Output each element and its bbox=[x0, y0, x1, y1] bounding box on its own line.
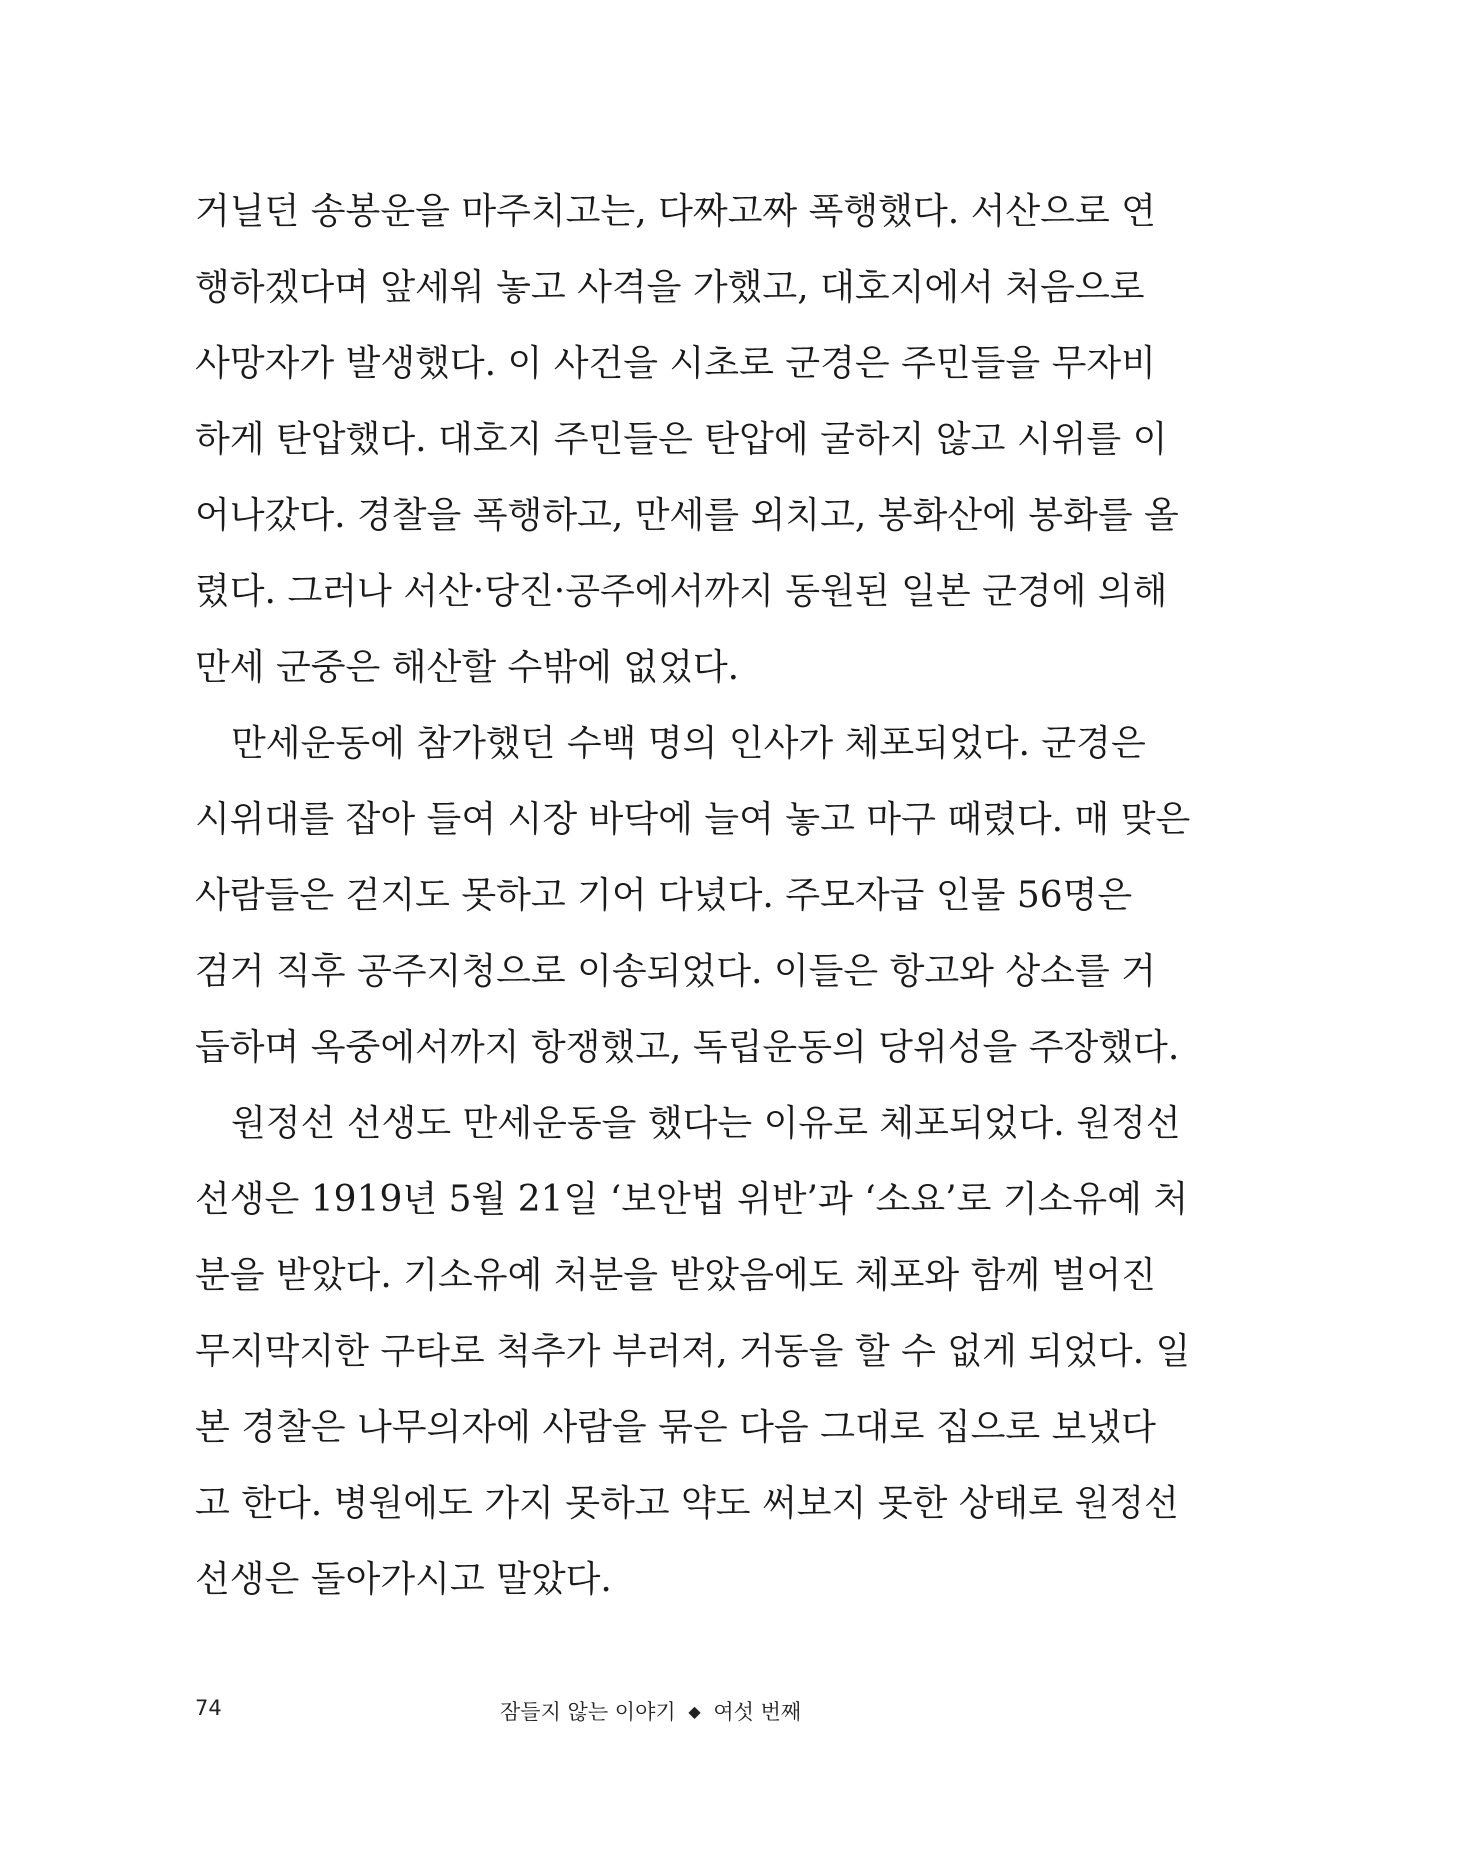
text-line: 선생은 1919년 5월 21일 ‘보안법 위반’과 ‘소요’로 기소유예 처 bbox=[195, 1179, 1189, 1220]
body-text bbox=[195, 182, 1191, 1626]
text-line: 무지막지한 구타로 척추가 부러져, 거동을 할 수 없게 되었다. 일 bbox=[195, 1331, 1191, 1372]
text-line: 어나갔다. 경찰을 폭행하고, 만세를 외치고, 봉화산에 봉화를 올 bbox=[195, 495, 1179, 536]
text-line: 선생은 돌아가시고 말았다. bbox=[195, 1559, 612, 1600]
text-line: 본 경찰은 나무의자에 사람을 묶은 다음 그대로 집으로 보냈다 bbox=[195, 1407, 1156, 1448]
page-number: 74 bbox=[195, 1696, 222, 1720]
text-line: 분을 받았다. 기소유예 처분을 받았음에도 체포와 함께 벌어진 bbox=[195, 1255, 1156, 1296]
text-line: 검거 직후 공주지청으로 이송되었다. 이들은 항고와 상소를 거 bbox=[195, 951, 1156, 992]
text-line: 만세운동에 참가했던 수백 명의 인사가 체포되었다. 군경은 bbox=[231, 723, 1146, 764]
running-title bbox=[500, 1696, 801, 1726]
page-footer bbox=[0, 1696, 1457, 1736]
chapter-label: 여섯 번째 bbox=[713, 1700, 802, 1724]
text-line: 렸다. 그러나 서산·당진·공주에서까지 동원된 일본 군경에 의해 bbox=[195, 571, 1168, 612]
text-line: 시위대를 잡아 들여 시장 바닥에 늘여 놓고 마구 때렸다. 매 맞은 bbox=[195, 799, 1191, 840]
text-line: 거닐던 송봉운을 마주치고는, 다짜고짜 폭행했다. 서산으로 연 bbox=[195, 191, 1156, 232]
text-line: 고 한다. 병원에도 가지 못하고 약도 써보지 못한 상태로 원정선 bbox=[195, 1483, 1179, 1524]
text-line: 하게 탄압했다. 대호지 주민들은 탄압에 굴하지 않고 시위를 이 bbox=[195, 419, 1168, 460]
text-line: 원정선 선생도 만세운동을 했다는 이유로 체포되었다. 원정선 bbox=[231, 1103, 1181, 1144]
diamond-separator-icon: ◆ bbox=[688, 1702, 701, 1721]
book-title: 잠들지 않는 이야기 bbox=[500, 1700, 676, 1724]
text-line: 행하겠다며 앞세워 놓고 사격을 가했고, 대호지에서 처음으로 bbox=[195, 267, 1145, 308]
text-line: 만세 군중은 해산할 수밖에 없었다. bbox=[195, 647, 740, 688]
text-line: 사망자가 발생했다. 이 사건을 시초로 군경은 주민들을 무자비 bbox=[195, 343, 1156, 384]
text-line: 듭하며 옥중에서까지 항쟁했고, 독립운동의 당위성을 주장했다. bbox=[195, 1027, 1180, 1068]
text-line: 사람들은 걷지도 못하고 기어 다녔다. 주모자급 인물 56명은 bbox=[195, 875, 1133, 916]
